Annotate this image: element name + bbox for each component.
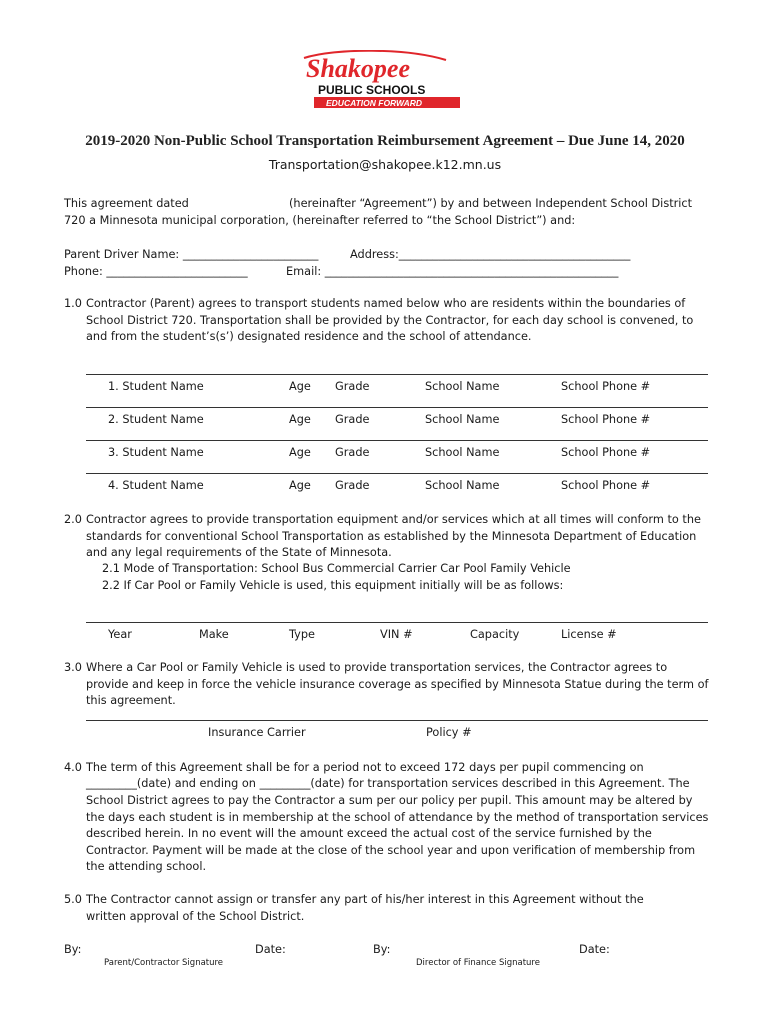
section-1-text: Contractor (Parent) agrees to transport students named below who are residents within the boundaries of School District 720. Transportation shall be provided by the Contractor, for each day school is convened, to and from the student’s(s’) designated residence and the school of attendance.	[86, 297, 694, 343]
student-2-age-label: Age	[289, 413, 311, 426]
student-4-phone-label: School Phone #	[561, 479, 651, 492]
student-1-line[interactable]	[86, 374, 708, 375]
section-4-line-1: The term of this Agreement shall be for a period not to exceed 172 days per pupil commencing on	[86, 761, 644, 774]
logo-brand: Shakopee	[306, 54, 410, 83]
intro-line-2: 720 a Minnesota municipal corporation, (hereinafter referred to “the School District”) and:	[64, 214, 576, 227]
email-field[interactable]: Email: ____________________________________________________	[286, 265, 619, 278]
parent-driver-name-field[interactable]: Parent Driver Name: ________________________	[64, 248, 319, 261]
director-signature-caption: Director of Finance Signature	[416, 958, 540, 968]
school-logo	[296, 50, 466, 112]
student-3-phone-label: School Phone #	[561, 446, 651, 459]
vehicle-capacity-label: Capacity	[470, 628, 520, 641]
section-2-text: Contractor agrees to provide transportation equipment and/or services which at all times will conform to the standards for conventional School Transportation as established by the Minnesota Department of Education and any legal requirements of the State of Minnesota.	[86, 513, 701, 559]
section-5-text: The Contractor cannot assign or transfer any part of his/her interest in this Agreement without the written approval of the School District.	[86, 893, 644, 923]
student-2-grade-label: Grade	[335, 413, 370, 426]
section-4-line-2[interactable]: _________(date) and ending on _________(date) for transportation services described in this Agreement. The	[86, 777, 690, 790]
student-4-grade-label: Grade	[335, 479, 370, 492]
student-4-age-label: Age	[289, 479, 311, 492]
intro-line-1a: This agreement dated	[64, 197, 189, 210]
section-3-text: Where a Car Pool or Family Vehicle is used to provide transportation services, the Contractor agrees to provide and keep in force the vehicle insurance coverage as specified by Minnesota Statue during the term of this agreement.	[86, 661, 709, 707]
insurance-line[interactable]	[86, 720, 708, 721]
student-3-school-label: School Name	[425, 446, 500, 459]
section-4-text: School District agrees to pay the Contractor a sum per our policy per pupil. This amount may be altered by the days each student is in membership at the school of attendance by the method of transportation services described herein. In no event will the amount exceed the actual cost of the service furnished by the Contractor. Payment will be made at the close of the school year and upon verification of membership from the attending school.	[86, 794, 709, 873]
vehicle-make-label: Make	[199, 628, 229, 641]
logo-subtitle: PUBLIC SCHOOLS	[318, 83, 426, 97]
student-2-phone-label: School Phone #	[561, 413, 651, 426]
student-1-name-label: 1. Student Name	[108, 380, 204, 393]
phone-field[interactable]: Phone: _________________________	[64, 265, 248, 278]
student-2-name-label: 2. Student Name	[108, 413, 204, 426]
insurance-carrier-label: Insurance Carrier	[208, 726, 306, 739]
transport-mode-line: 2.1 Mode of Transportation: School Bus Commercial Carrier Car Pool Family Vehicle	[102, 562, 571, 575]
section-4-number: 4.0	[64, 761, 82, 774]
policy-number-label: Policy #	[426, 726, 472, 739]
address-field[interactable]: Address:_________________________________________	[350, 248, 631, 261]
parent-signature-caption: Parent/Contractor Signature	[104, 958, 224, 968]
vehicle-year-label: Year	[108, 628, 132, 641]
student-3-grade-label: Grade	[335, 446, 370, 459]
student-1-phone-label: School Phone #	[561, 380, 651, 393]
intro-line-1b: (hereinafter “Agreement”) by and between Independent School District	[289, 197, 693, 210]
vehicle-intro-line: 2.2 If Car Pool or Family Vehicle is used, this equipment initially will be as follows:	[102, 579, 564, 592]
section-3-number: 3.0	[64, 661, 82, 674]
student-2-school-label: School Name	[425, 413, 500, 426]
student-3-name-label: 3. Student Name	[108, 446, 204, 459]
vehicle-vin-label: VIN #	[380, 628, 413, 641]
page-title: 2019-2020 Non-Public School Transportation Reimbursement Agreement – Due June 14, 2020	[85, 133, 685, 149]
student-4-line[interactable]	[86, 473, 708, 474]
section-1-number: 1.0	[64, 297, 82, 310]
student-3-age-label: Age	[289, 446, 311, 459]
student-2-line[interactable]	[86, 407, 708, 408]
vehicle-line[interactable]	[86, 622, 708, 623]
logo-tagline: EDUCATION FORWARD	[326, 98, 423, 108]
director-date-label: Date:	[579, 943, 610, 956]
student-1-age-label: Age	[289, 380, 311, 393]
student-4-name-label: 4. Student Name	[108, 479, 204, 492]
parent-date-label: Date:	[255, 943, 286, 956]
parent-by-label: By:	[64, 943, 82, 956]
director-by-label: By:	[373, 943, 391, 956]
student-1-grade-label: Grade	[335, 380, 370, 393]
contact-email: Transportation@shakopee.k12.mn.us	[268, 157, 502, 172]
section-2-number: 2.0	[64, 513, 82, 526]
section-5-number: 5.0	[64, 893, 82, 906]
vehicle-type-label: Type	[289, 628, 315, 641]
student-1-school-label: School Name	[425, 380, 500, 393]
student-3-line[interactable]	[86, 440, 708, 441]
vehicle-license-label: License #	[561, 628, 617, 641]
student-4-school-label: School Name	[425, 479, 500, 492]
